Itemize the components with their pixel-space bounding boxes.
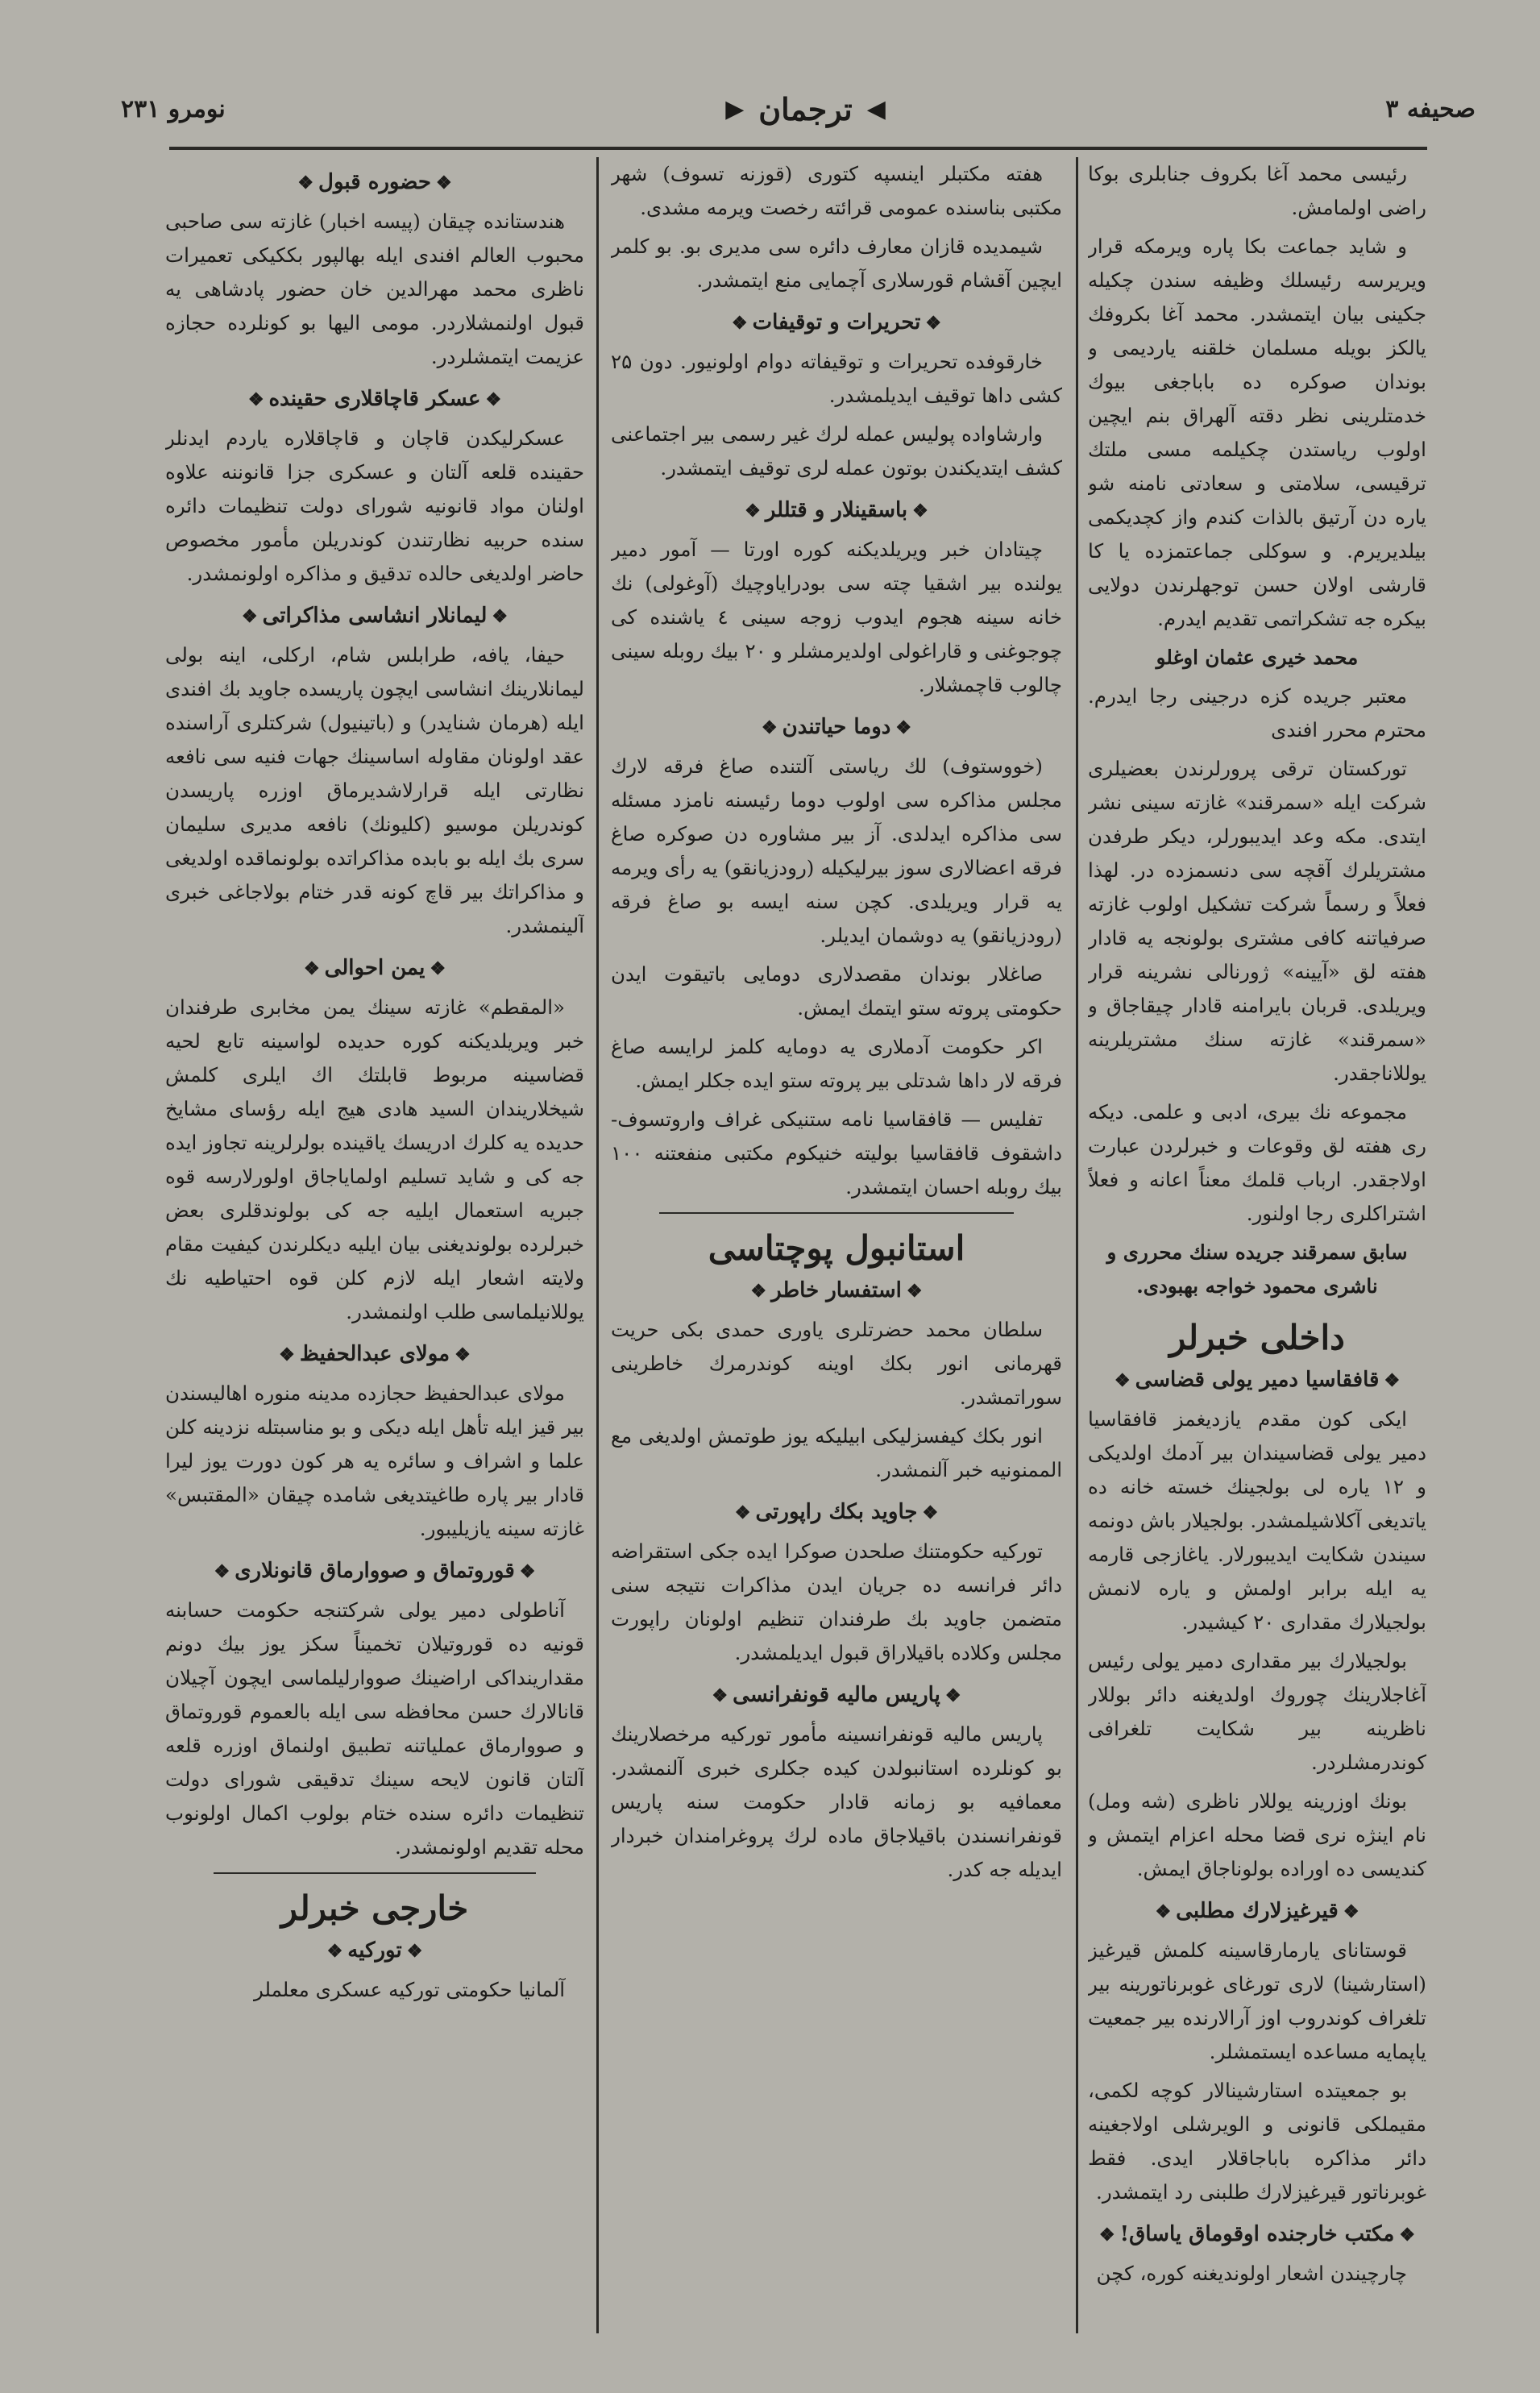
article-paragraph: هندستانده چیقان (پیسه اخبار) غازته سی صاحبی محبوب العالم افندی ایله بهالپور بککیکی تعمیرات ناظری محمد مهرالدین خان حضور پادشاهی یه قبول اولنمشلاردر. مومی الیها بو کونلرده حجازه عزیمت ایتمشلردر. bbox=[165, 210, 584, 368]
column-left bbox=[165, 157, 584, 2366]
article-paragraph: عسکرلیکدن قاچان و قاچاقلاره یاردم ایدنلر حقینده قلعه آلتان و عسکری جزا قانوننه علاوه اولنان مواد قانونیه شورای دولت تنظیمات دائره سنده حربیه نظارتندن کوندریلن مأمور مخصوص حاضر اولدیغی حالده تدقیق و مذاکره اولونمشدر. bbox=[165, 426, 584, 585]
headline-text: عسکر قاچاقلاری حقینده bbox=[268, 387, 481, 411]
section-rule bbox=[659, 1212, 1014, 1214]
headline-text: مولای عبدالحفیظ bbox=[299, 1342, 450, 1366]
ornament-right-icon: ◀ bbox=[866, 94, 886, 123]
headline-text: حضوره قبول bbox=[318, 170, 431, 194]
article-paragraph: هفته مکتبلر اینسپه کتوری (قوزنه تسوف) شهر مکتبی بناسنده عمومی قرائته رخصت ویرمه مشدی. bbox=[611, 162, 1062, 219]
headline-ornament-icon: ❖ bbox=[712, 1685, 728, 1706]
article-headline bbox=[165, 1337, 584, 1372]
headline-ornament-icon: ❖ bbox=[922, 1502, 939, 1523]
article-headline bbox=[165, 1934, 584, 1968]
article-headline bbox=[165, 599, 584, 634]
headline-ornament-icon: ❖ bbox=[247, 389, 264, 410]
headline-text: باسقینلار و قتللر bbox=[765, 498, 908, 522]
article-paragraph: خارقوفده تحریرات و توقیفاته دوام اولونیور. دون ۲۵ کشی داها توقیف ایدیلمشدر. bbox=[611, 350, 1062, 407]
headline-text: قافقاسیا دمیر یولی قضاسی bbox=[1135, 1368, 1380, 1392]
headline-text: تحریرات و توقیفات bbox=[752, 310, 921, 334]
article-paragraph: رئیسی محمد آغا بکروف جنابلری بوکا راضی اولمامش. bbox=[1088, 162, 1426, 219]
headline-text: جاوید بکك راپورتی bbox=[755, 1500, 918, 1524]
article-paragraph: آناطولی دمیر یولی شرکتنجه حکومت حسابنه قونیه ده قوروتیلان تخمیناً سکز یوز بیك دونم مقدارینداکی اراضینك صووارلیلماسی ایچون آچیلان قانالارك حسن محافظه سی ایله بالعموم قوروتماق و صووارماق عملیاتنه تطبیق اولنماق اوزره قلعه آلتان قانون لایحه سینك تدقیقی شورای دولت تنظیمات دائره سنده ختام بولوب اکمال اولونوب محله تقدیم اولونمشدر. bbox=[165, 1598, 584, 1859]
article-headline bbox=[1088, 2217, 1426, 2252]
article-paragraph: وارشاواده پولیس عمله لرك غیر رسمی بیر اجتماعنی کشف ایتدیکندن بوتون عمله لری توقیف ایتمشدر. bbox=[611, 422, 1062, 480]
page-number-label: صحیفه ۳ bbox=[1385, 94, 1476, 123]
section-title: خارجی خبرلر bbox=[280, 1888, 469, 1928]
article-paragraph: بولجیلارك بیر مقداری دمیر یولی رئیس آغاجلارینك چوروك اولدیغنه دائر بوللار ناظرینه بیر شکایت تلغرافی کوندرمشلردر. bbox=[1088, 1649, 1426, 1774]
article-paragraph: صاغلار بوندان مقصدلاری دومایی باتیقوت ایدن حکومتی پروته ستو ایتمك ایمش. bbox=[611, 962, 1062, 1020]
issue-number-label: نومرو ۲۳۱ bbox=[121, 94, 226, 123]
column-divider-right bbox=[1076, 157, 1078, 2333]
headline-text: پاریس مالیه قونفرانسی bbox=[733, 1683, 940, 1707]
article-paragraph: سلطان محمد حضرتلری یاوری حمدی بکی حریت قهرمانی انور بکك اوینه کوندرمرك خاطرینی سوراتمشدر. bbox=[611, 1318, 1062, 1409]
headline-text: استفسار خاطر bbox=[771, 1278, 902, 1302]
headline-text: دوما حیاتندن bbox=[782, 715, 891, 739]
paper-title: ترجمان bbox=[758, 90, 853, 127]
signature: سابق سمرقند جریده سنك محرری و ناشری محمود خواجه بهبودی. bbox=[1106, 1240, 1408, 1298]
article-paragraph: بو جمعیتده استارشینالار کوچه لکمی، مقیملکی قانونی و الویرشلی اولاجغینه دائر مذاکره باباجاقلار ایدی. فقط غوبرناتور قیرغیزلارك طلبنی رد ایتمشدر. bbox=[1088, 2079, 1426, 2204]
article-paragraph: چیتادان خبر ویریلدیکنه کوره اورتا — آمور دمیر یولنده بیر اشقیا چته سی بودرایاوچیك (آوغولی) نك خانه سینه هجوم ایدوب زوجه سینی ٤ یاشنده کی چوجوغنی و قاراغولی اولدیرمشلر و ۲۰ بیك روبله سینی چالوب قاچمشلار. bbox=[611, 538, 1062, 696]
headline-ornament-icon: ❖ bbox=[750, 1281, 767, 1302]
section-title: استانبول پوچتاسی bbox=[708, 1228, 965, 1268]
article-headline bbox=[611, 710, 1062, 745]
article-paragraph: و شاید جماعت بکا پاره ویرمکه قرار ویریرسه رئیسلك وظیفه سندن چکیله جکینی بیان ایتمشدر. محمد آغا بکروفك یالکز بویله مسلمان خلقنه یاردیمی و بوندان صوکره ده باباجغی بیوك خدمتلرینی نظر دقته آلهراق بنم ایچین اولوب ریاستدن چکیلمه مسی ملتك ترقیسی، سلامتی و سعادتی نامنه شو یاره دن آرتیق بالذات کندم واز کچدیکمی بیلدیریرم. و سوکلی جماعتمزده یا کا قارشی اولان حسن توجهلرندن دولایی بیکره جه تشکراتمی تقدیم ایدرم. bbox=[1088, 235, 1426, 630]
article-headline bbox=[1088, 1363, 1426, 1398]
article-headline bbox=[1088, 1894, 1426, 1929]
article-paragraph: چارچیندن اشعار اولوندیغنه کوره، کچن bbox=[1096, 2262, 1407, 2285]
headline-ornament-icon: ❖ bbox=[326, 1941, 343, 1962]
paper-title-block bbox=[725, 91, 886, 127]
article-paragraph: تورکیه حکومتنك صلحدن صوکرا ایده جکی استقراضه دائر فرانسه ده جریان ایدن مذاکرات نتیجه سنی متضمن جاوید بك طرفندان تنظیم اولونان راپورت مجلس وکلاده باقیلاراق قبول ایدیلمشدر. bbox=[611, 1539, 1062, 1664]
headline-ornament-icon: ❖ bbox=[1343, 1901, 1359, 1922]
article-paragraph: معتبر جریده کزه درجینی رجا ایدرم. محترم محرر افندی bbox=[1088, 684, 1426, 742]
headline-ornament-icon: ❖ bbox=[519, 1561, 536, 1582]
headline-text: قیرغیزلارك مطلبی bbox=[1176, 1899, 1339, 1923]
article-headline bbox=[165, 951, 584, 986]
article-paragraph: (خووستوف) لك ریاستی آلتنده صاغ فرقه لارك مجلس مذاکره سی اولوب دوما رئیسنه نامزد مسئله سی مذاکره ایدلدی. آز بیر مشاوره دن صوکره صاغ فرقه اعضالاری سوز بیرلیکیله (رودزیانقو) یه رأی ویرمه یه قرار ویریلدی. کچن سنه ایسه بو صاغ فرقه (رودزیانقو) یه دوشمان ایدیلر. bbox=[611, 754, 1062, 947]
article-paragraph: «المقطم» غازته سینك یمن مخابری طرفندان خبر ویریلدیکنه کوره حدیده لواسینه تابع لحیه قضاسینه مربوط قابلتك اك ایلری کلمش شیخلاریندان السید هادی هیج ایله رؤسای مشایخ حدیده یه کلرك ادریسك یاقینده بولرلرینه تجاوز ایده جه کی و شاید تسلیم اولمایاجاق اولورلارسه قوه جبریه استعمال ایلیه جه کی بولوندقلری بعض خبرلرده بولوندیغنی بیان ایلیه دیکلرندن کیفیت مقام ولایته اشعار ایله لازم کلن قوه احتیاطیه نك یوللانیلماسی طلب اولنمشدر. bbox=[165, 995, 584, 1323]
article-headline bbox=[611, 305, 1062, 340]
headline-ornament-icon: ❖ bbox=[912, 501, 928, 521]
header-rule bbox=[169, 147, 1427, 150]
headline-ornament-icon: ❖ bbox=[761, 717, 778, 738]
headline-ornament-icon: ❖ bbox=[745, 501, 761, 521]
article-paragraph: شیمدیده قازان معارف دائره سی مدیری بو. بو کلمر ایچین آقشام قورسلاری آچمایی منع ایتمشدر. bbox=[611, 235, 1062, 292]
headline-text: یمن احوالی bbox=[324, 956, 425, 980]
article-headline bbox=[165, 1554, 584, 1589]
article-paragraph: مجموعه نك بیری، ادبی و علمی. دیکه ری هفته لق وقوعات و خبرلردن عبارت اولاجقدر. ارباب قلمك معناً اعانه و فعلاً اشتراکلری رجا اولنور. bbox=[1088, 1100, 1426, 1225]
headline-ornament-icon: ❖ bbox=[925, 313, 942, 334]
column-middle bbox=[611, 157, 1062, 2366]
article-paragraph: تورکستان ترقی پرورلرندن بعضیلری شرکت ایله «سمرقند» غازته سینی نشر ایتدی. مکه وعد ایدیبورلر، دیکر طرفدن مشتریلرك آقچه سی دنسمزده در. لهذا فعلاً و رسماً شرکت تشکیل اولوب غازته صرفیاتنه کافی مشتری بولونجه یه قادار هفته لق «آیینه» ژورنالی نشرینه قرار ویریلدی. قربان بایرامنه قادار چیقاجاق و «سمرقند» غازته سنك مشتریلرینه یوللاناجقدر. bbox=[1088, 757, 1426, 1085]
article-headline bbox=[165, 382, 584, 417]
masthead bbox=[121, 81, 1476, 137]
headline-ornament-icon: ❖ bbox=[214, 1561, 230, 1582]
headline-ornament-icon: ❖ bbox=[906, 1281, 923, 1302]
headline-text: لیمانلار انشاسی مذاکراتی bbox=[262, 604, 488, 628]
headline-text: مکتب خارجنده اوقوماق یاساق! bbox=[1119, 2222, 1395, 2246]
headline-ornament-icon: ❖ bbox=[944, 1685, 961, 1706]
article-headline bbox=[611, 1273, 1062, 1308]
headline-ornament-icon: ❖ bbox=[430, 958, 446, 979]
headline-ornament-icon: ❖ bbox=[1399, 2225, 1416, 2246]
section-rule bbox=[214, 1872, 536, 1874]
article-paragraph: قوستانای یارمارقاسینه کلمش قیرغیز (استارشینا) لاری تورغای غوبرناتورینه بیر تلغراف کوندروب اوز آرالارنده بیر جمعیت یاپمایه مساعده ایستمشلر. bbox=[1088, 1938, 1426, 2063]
headline-ornament-icon: ❖ bbox=[297, 172, 314, 193]
headline-ornament-icon: ❖ bbox=[279, 1344, 295, 1365]
article-headline bbox=[611, 1678, 1062, 1713]
headline-text: تورکیه bbox=[347, 1938, 402, 1963]
headline-ornament-icon: ❖ bbox=[895, 717, 912, 738]
article-paragraph: آلمانیا حکومتی تورکیه عسکری معلملر bbox=[253, 1978, 565, 2001]
headline-ornament-icon: ❖ bbox=[734, 1502, 751, 1523]
headline-ornament-icon: ❖ bbox=[303, 958, 320, 979]
article-paragraph: بونك اوزرینه یوللار ناظری (شه ومل) نام اینژه نری قضا محله اعزام ایتمش و کندیسی ده اوراده بولوناجاق ایمش. bbox=[1088, 1789, 1426, 1880]
article-headline bbox=[611, 1495, 1062, 1530]
article-paragraph: حیفا، یافه، طرابلس شام، ارکلی، اینه بولی لیمانلارینك انشاسی ایچون پاریسده جاوید بك افندی ایله (هرمان شنایدر) و (باتینیول) شرکتلری آراسنده عقد اولونان مقاوله اساسینك جهات فنیه سی نافعه نظارتی ایله قرارلاشدیرماق اوزره پاریسدن کوندریلن موسیو (کلیونك) نافعه مدیری سلیمان سری بك ایله بو بابده مذاکراتده بولونماقده اولدیغی و مذاکراتك بیر قاچ کونه قدر ختام بولاجاغی خبری آلینمشدر. bbox=[165, 643, 584, 937]
headline-ornament-icon: ❖ bbox=[485, 389, 502, 410]
article-paragraph: اکر حکومت آدملاری یه دومایه کلمز لرایسه صاغ فرقه لار داها شدتلی بیر پروته ستو ایده جکلر ایمش. bbox=[611, 1035, 1062, 1092]
signature: محمد خیری عثمان اوغلو bbox=[1156, 646, 1359, 669]
headline-ornament-icon: ❖ bbox=[731, 313, 748, 334]
article-headline bbox=[165, 165, 584, 200]
headline-ornament-icon: ❖ bbox=[455, 1344, 471, 1365]
column-right bbox=[1088, 157, 1426, 2366]
article-paragraph: پاریس مالیه قونفرانسینه مأمور تورکیه مرخصلارینك بو کونلرده استانبولدن کیده جکلری خبری آلنمشدر. معمافیه بو زمانه قادار حکومت سنه پاریس قونفرانسندن باقیلاجاق ماده لرك پروغرامندان خبردار ایدیله جه کدر. bbox=[611, 1722, 1062, 1881]
ornament-left-icon: ▶ bbox=[725, 94, 745, 123]
headline-ornament-icon: ❖ bbox=[492, 606, 508, 627]
headline-ornament-icon: ❖ bbox=[241, 606, 258, 627]
article-paragraph: انور بکك کیفسزلیکی ابیلیکه یوز طوتمش اولدیغی مع الممنونیه خبر آلنمشدر. bbox=[611, 1424, 1062, 1481]
section-title: داخلی خبرلر bbox=[1169, 1318, 1345, 1357]
headline-ornament-icon: ❖ bbox=[1384, 1370, 1401, 1391]
headline-ornament-icon: ❖ bbox=[1155, 1901, 1172, 1922]
article-headline bbox=[611, 493, 1062, 528]
headline-ornament-icon: ❖ bbox=[406, 1941, 423, 1962]
article-paragraph: تفلیس — قافقاسیا نامه ستنیکی غراف واروتسوف-داشقوف قافقاسیا بولیته خنیکوم مکتبی منفعتنه ۱۰۰ بیك روبله احسان ایتمشدر. bbox=[611, 1107, 1062, 1199]
headline-text: قوروتماق و صووارماق قانونلاری bbox=[235, 1559, 515, 1583]
headline-ornament-icon: ❖ bbox=[435, 172, 452, 193]
headline-ornament-icon: ❖ bbox=[1098, 2225, 1115, 2246]
article-paragraph: ایکی کون مقدم یازدیغمز قافقاسیا دمیر یولی قضاسیندان بیر آدمك اولدیکی و ۱۲ یاره لی بولجینك خسته خانه ده یاتدیغی آکلاشیلمشدر. بولجیلار باش دونمه سیندن شکایت ایدیبورلار. یاغازجی قارمه یه ایله برابر اولمش و یاره لانمش بولجیلارك مقداری ۲۰ کیشیدر. bbox=[1088, 1407, 1426, 1634]
headline-ornament-icon: ❖ bbox=[1114, 1370, 1131, 1391]
article-paragraph: مولای عبدالحفیظ حجازده مدینه منوره اهالیسندن بیر قیز ایله تأهل ایله دیکی و بو مناسبتله نزدینه کلن علما و اشراف و سائره یه هر کون دورت یوز لیرا قادار بیر پاره طاغیتدیغی شامده چیقان «المقتبس» غازته سینه یازیلیبور. bbox=[165, 1381, 584, 1540]
column-divider-left bbox=[596, 157, 599, 2333]
